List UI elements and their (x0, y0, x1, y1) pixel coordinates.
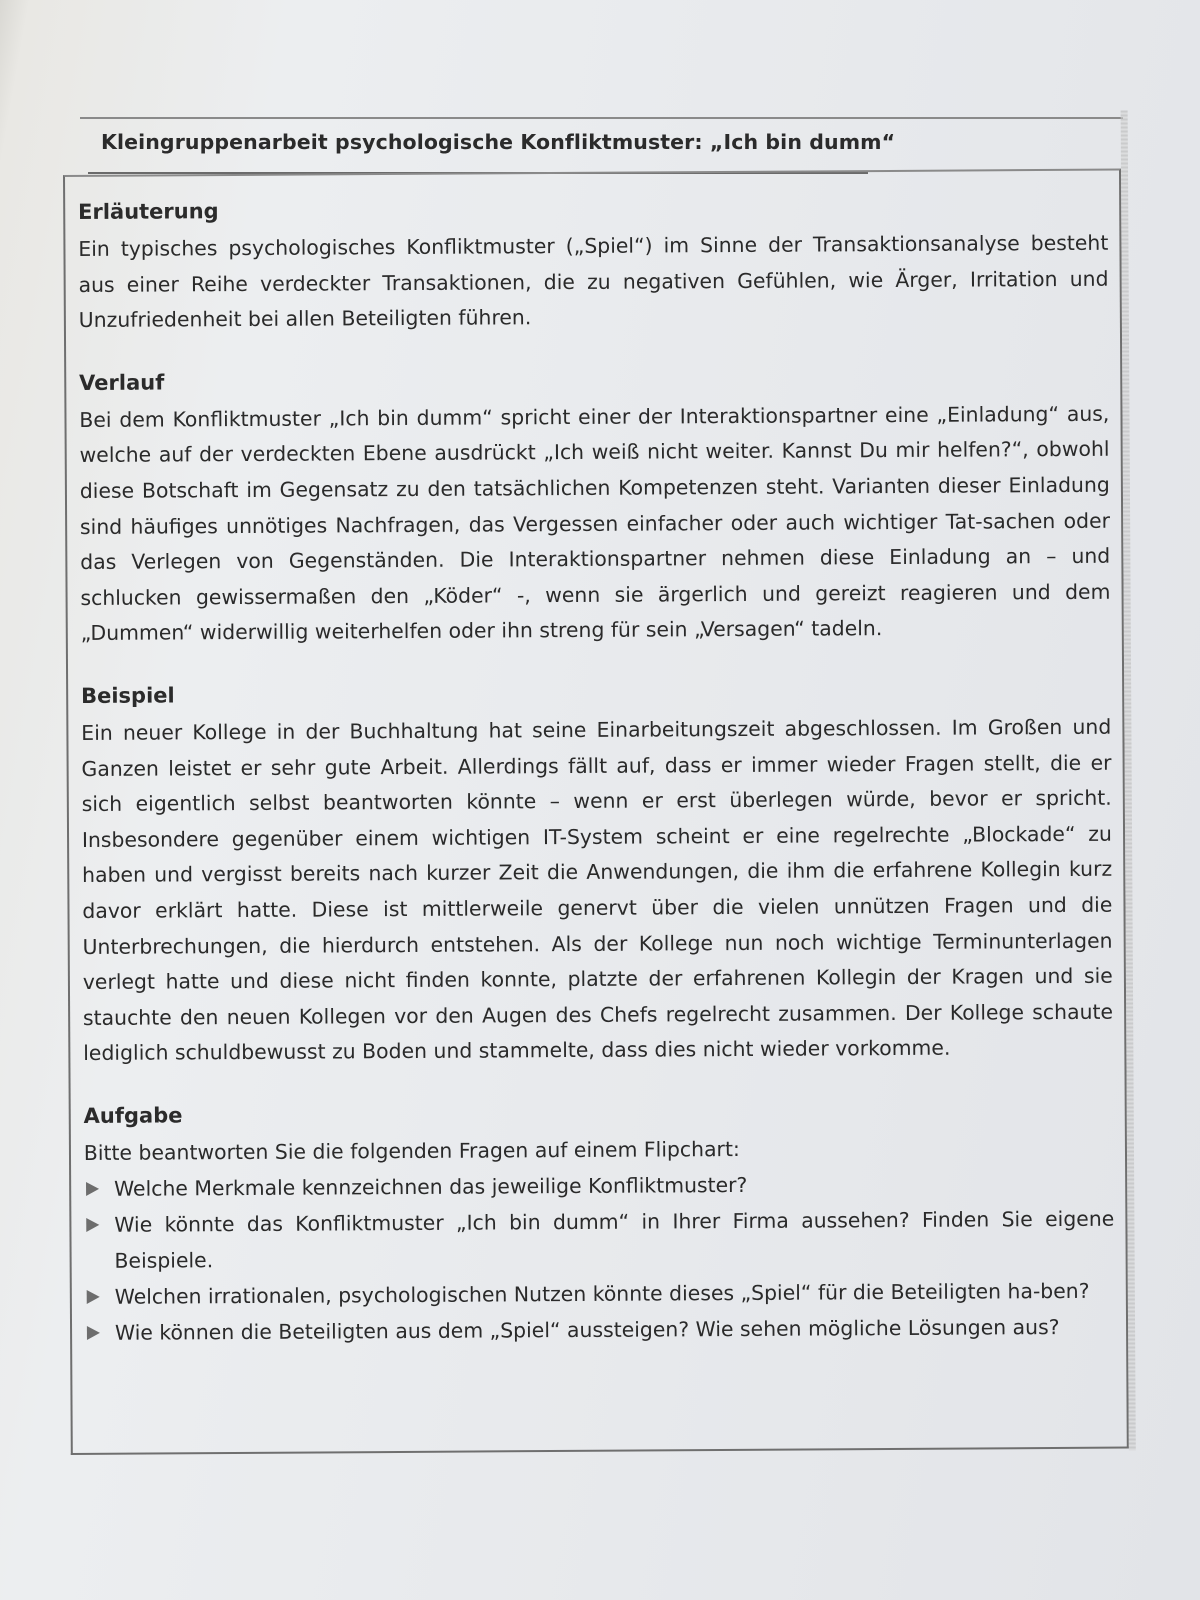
heading-row (83, 118, 1123, 176)
section-body-erlaeuterung: Ein typisches psychologisches Konfliktmuster („Spiel“) im Sinne der Transaktionsanalyse besteht aus einer Reihe verdeckter Transaktionen, die zu negativen Gefühlen, wie Ärger, Irritation und Unzufriedenheit bei allen Beteiligten führen. (78, 230, 1109, 333)
task-item (85, 1273, 1115, 1315)
aufgabe-intro: Bitte beantworten Sie die folgenden Fragen auf einem Flipchart: (83, 1136, 740, 1165)
task-item-text: Wie können die Beteiligten aus dem „Spiel“ aussteigen? Wie sehen mögliche Lösungen aus? (114, 1315, 1060, 1346)
section-title-verlauf: Verlauf (79, 370, 165, 395)
task-item (85, 1309, 1115, 1351)
task-item-text: Welche Merkmale kennzeichnen das jeweilige Konfliktmuster? (113, 1173, 748, 1202)
page-title: Kleingruppenarbeit psychologische Konfliktmuster: „Ich bin dumm“ (101, 130, 896, 154)
task-item-text: Wie könnte das Konfliktmuster „Ich bin dumm“ in Ihrer Firma aussehen? Finden Sie eigene Beispiele. (114, 1207, 1115, 1274)
section-verlauf (79, 362, 1111, 651)
section-body-verlauf: Bei dem Konfliktmuster „Ich bin dumm“ spricht einer der Interaktionspartner eine „Einladung“ aus, welche auf der verdeckten Ebene ausdrückt „Ich weiß nicht weiter. Kannst Du mir helfen?“, obwohl diese Botschaft im Gegensatz zu den tatsächlichen Kompetenzen steht. Varianten dieser Einladung sind häufiges unnötiges Nachfragen, das Vergessen einfacher oder auch wichtiger Tat-sachen oder das Verlegen von Gegenständen. Die Interaktionspartner nehmen diese Einladung an – und schlucken gewissermaßen den „Köder“ -, wenn sie ärgerlich und gereizt reagieren und dem „Dummen“ widerwillig weiterhelfen oder ihn streng für sein „Versagen“ tadeln. (79, 401, 1111, 646)
triangle-bullet-icon (87, 1326, 100, 1340)
task-item (84, 1165, 1114, 1207)
section-title-beispiel: Beispiel (80, 683, 175, 708)
triangle-bullet-icon (86, 1218, 99, 1232)
triangle-bullet-icon (87, 1290, 100, 1304)
section-beispiel (81, 676, 1113, 1072)
content-area (78, 192, 1115, 1382)
triangle-bullet-icon (86, 1182, 99, 1196)
document-page (18, 0, 1200, 1600)
section-aufgabe (84, 1096, 1116, 1352)
task-list (84, 1165, 1115, 1351)
task-item (84, 1201, 1114, 1279)
section-title-erlaeuterung: Erläuterung (78, 199, 219, 224)
task-item-text: Welchen irrationalen, psychologischen Nutzen könnte dieses „Spiel“ für die Beteiligten ha-ben? (114, 1279, 1090, 1310)
section-title-aufgabe: Aufgabe (83, 1103, 183, 1128)
section-erlaeuterung (78, 192, 1109, 339)
section-body-beispiel: Ein neuer Kollege in der Buchhaltung hat seine Einarbeitungszeit abgeschlossen. Im Großen und Ganzen leistet er sehr gute Arbeit. Allerdings fällt auf, dass er immer wieder Fragen stellt, die er sich eigentlich selbst beantworten könnte – wenn er erst überlegen würde, bevor er spricht. Insbesondere gegenüber einem wichtigen IT-System scheint er eine regelrechte „Blockade“ zu haben und vergisst bereits nach kurzer Zeit die Anwendungen, die ihm die erfahrene Kollegin kurz davor erklärt hatte. Diese ist mittlerweile genervt über die vielen unnützen Fragen und die Unterbrechungen, die hierdurch entstehen. Als der Kollege nun noch wichtige Terminunterlagen verlegt hatte und diese nicht finden konnte, platzte der erfahrenen Kollegin der Kragen und sie stauchte den neuen Kollegen vor den Augen des Chefs regelrecht zusammen. Der Kollege schaute lediglich schuldbewusst zu Boden und stammelte, dass dies nicht wieder vorkomme. (81, 714, 1114, 1066)
